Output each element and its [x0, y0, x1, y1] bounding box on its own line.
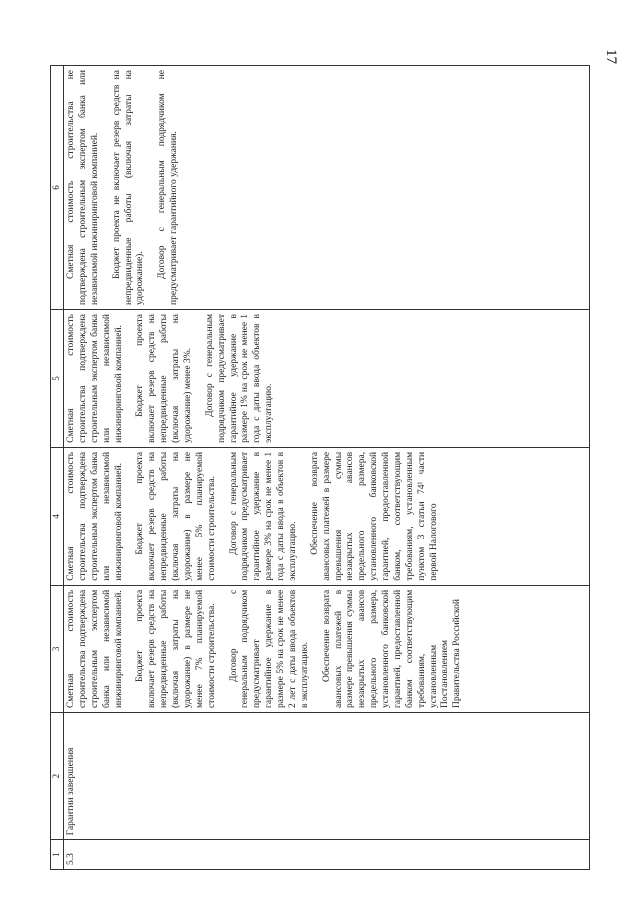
criteria-cell-col3	[64, 585, 590, 712]
rotated-table-wrapper	[50, 65, 590, 870]
header-cell-5: 5	[51, 310, 64, 448]
criteria-cell-col6	[64, 66, 590, 310]
header-cell-4: 4	[51, 447, 64, 585]
col5-para-2: Бюджет проекта включает резерв средств на непредвиденные работы (включая затраты на удорожание) менее 3%.	[135, 314, 193, 443]
row-title: Гарантии завершения	[64, 713, 590, 840]
page-number: 17	[603, 49, 619, 64]
header-cell-3: 3	[51, 585, 64, 712]
header-cell-2: 2	[51, 713, 64, 840]
table-row	[64, 66, 590, 870]
col3-para-1: Сметная стоимость строительства подтверждена строительным экспертом банка или независимой инжиниринговой компанией.	[66, 589, 124, 709]
header-row	[51, 66, 64, 870]
criteria-table	[50, 65, 590, 870]
col6-para-3: Договор с генеральным подрядчиком не предусматривает гарантийного удержания.	[157, 70, 180, 305]
col3-para-3: Договор с генеральным подрядчиком предусматривает гарантийное удержание в размере 5% на срок не менее 2 лет с даты ввода объектов в эксплуатацию.	[228, 589, 310, 709]
criteria-cell-col5	[64, 310, 590, 448]
col6-para-1: Сметная стоимость строительства не подтверждена строительным экспертом банка или независимой инжиниринговой компанией.	[66, 70, 100, 305]
criteria-cell-col4	[64, 447, 590, 585]
col4-para-4: Обеспечение возврата авансовых платежей в размере превышения суммы незакрытых авансов предельного размера, установленного банковской гарантией, предоставленной банком, соответствующим требованиям, установленным пунктом 3 статьи 74¹ части первой Налогового	[309, 451, 439, 581]
col5-para-3: Договор с генеральным подрядчиком предусматривает гарантийное удержание в размере 1% на срок не менее 1 года с даты ввода объектов в эксплуатацию.	[204, 314, 275, 443]
row-number: 5.3	[64, 840, 590, 870]
col3-para-4: Обеспечение возврата авансовых платежей в размере превышения суммы незакрытых авансов предельного размера, установленного банковской гарантией, предоставленной банком соответствующим требованиям, установленным Постановлением Правительства Российской	[321, 589, 463, 709]
header-cell-1: 1	[51, 840, 64, 870]
col4-para-3: Договор с генеральным подрядчиком предусматривает гарантийное удержание в размере 3% на срок не менее 1 года с даты ввода в объектов в эксплуатацию.	[228, 451, 298, 581]
col3-para-2: Бюджет проекта включает резерв средств на непредвиденные работы (включая затраты на удорожание) в размере не менее 7% планируемой стоимости строительства.	[135, 589, 217, 709]
header-cell-6: 6	[51, 66, 64, 310]
col4-para-2: Бюджет проекта включает резерв средств на непредвиденные работы (включая затраты на удорожание) в размере не менее 5% планируемой стоимости строительства.	[135, 451, 217, 581]
col6-para-2: Бюджет проекта не включает резерв средств на непредвиденные работы (включая затраты на удорожание).	[111, 70, 146, 305]
col4-para-1: Сметная стоимость строительства подтверждена строительным экспертом банка или независимой инжиниринговой компанией.	[66, 451, 124, 581]
col5-para-1: Сметная стоимость строительства подтверждена строительным экспертом банка или независимой инжиниринговой компанией.	[66, 314, 124, 443]
